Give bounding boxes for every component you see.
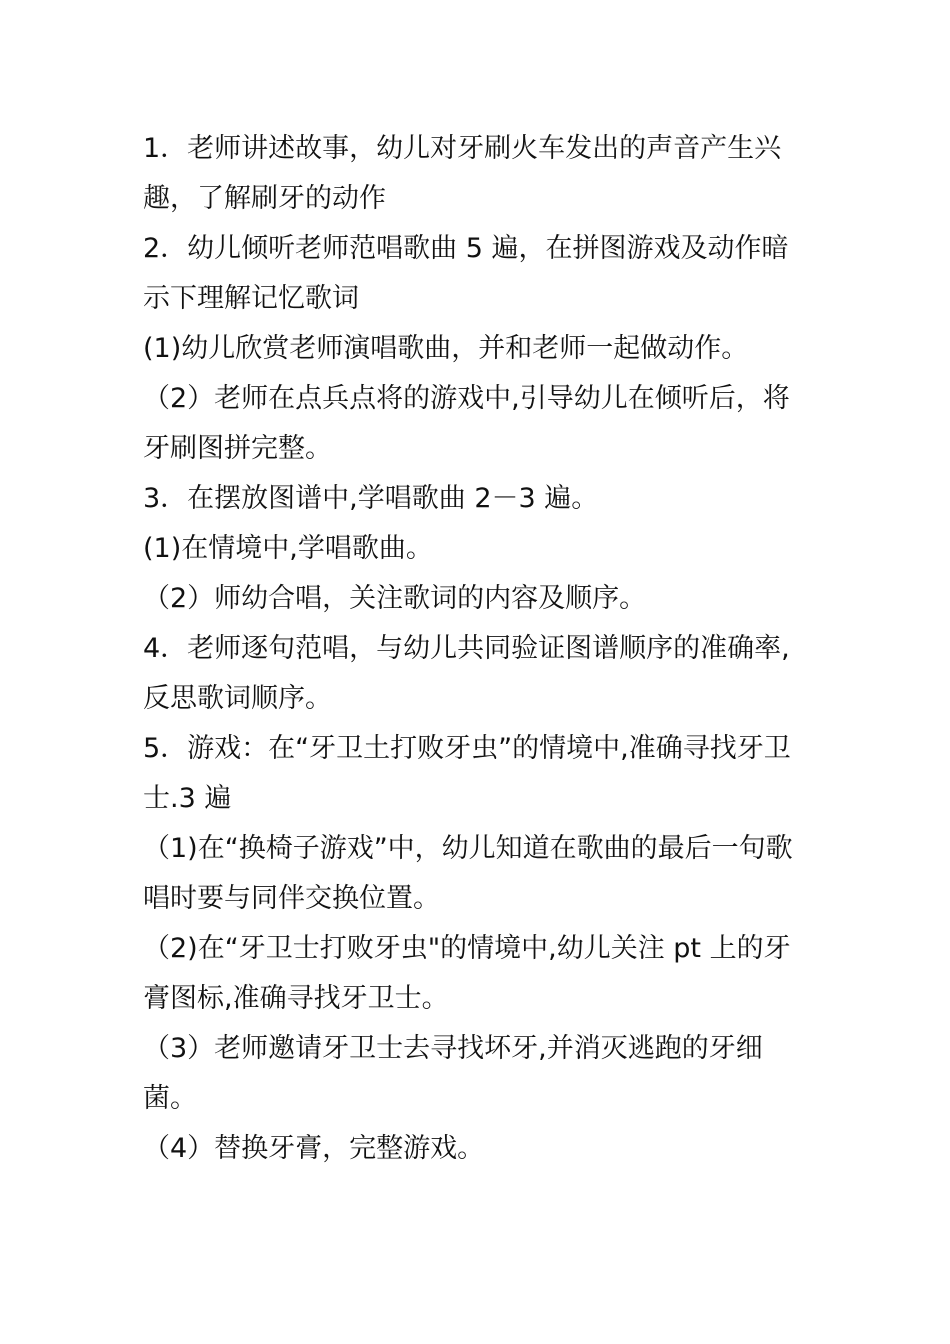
paragraph-step-3-sub-2: （2）师幼合唱，关注歌词的内容及顺序。	[143, 583, 647, 614]
paragraph-step-2-sub-2: （2）老师在点兵点将的游戏中,引导幼儿在倾听后，将牙刷图拼完整。	[143, 383, 790, 464]
paragraph-step-3: 3．在摆放图谱中,学唱歌曲 2－3 遍。	[143, 483, 599, 514]
paragraph-step-2: 2．幼儿倾听老师范唱歌曲 5 遍，在拼图游戏及动作暗示下理解记忆歌词	[143, 233, 789, 314]
paragraph-step-5-sub-2: （2)在“牙卫士打败牙虫"的情境中,幼儿关注 pt 上的牙膏图标,准确寻找牙卫士。	[143, 933, 791, 1014]
paragraph-step-5-sub-4: （4）替换牙膏，完整游戏。	[143, 1133, 485, 1164]
paragraph-step-4: 4．老师逐句范唱，与幼儿共同验证图谱顺序的准确率,反思歌词顺序。	[143, 633, 790, 714]
paragraph-step-3-sub-1: (1)在情境中,学唱歌曲。	[143, 533, 433, 564]
paragraph-step-2-sub-1: (1)幼儿欣赏老师演唱歌曲，并和老师一起做动作。	[143, 333, 749, 364]
document-body	[143, 124, 809, 1174]
paragraph-step-1: 1．老师讲述故事，幼儿对牙刷火车发出的声音产生兴趣，了解刷牙的动作	[143, 133, 782, 214]
paragraph-step-5: 5．游戏：在“牙卫土打败牙虫”的情境中,准确寻找牙卫士.3 遍	[143, 733, 791, 814]
paragraph-step-5-sub-1: （1)在“换椅子游戏”中，幼儿知道在歌曲的最后一句歌唱时要与同伴交换位置。	[143, 833, 793, 914]
paragraph-step-5-sub-3: （3）老师邀请牙卫士去寻找坏牙,并消灭逃跑的牙细菌。	[143, 1033, 763, 1114]
